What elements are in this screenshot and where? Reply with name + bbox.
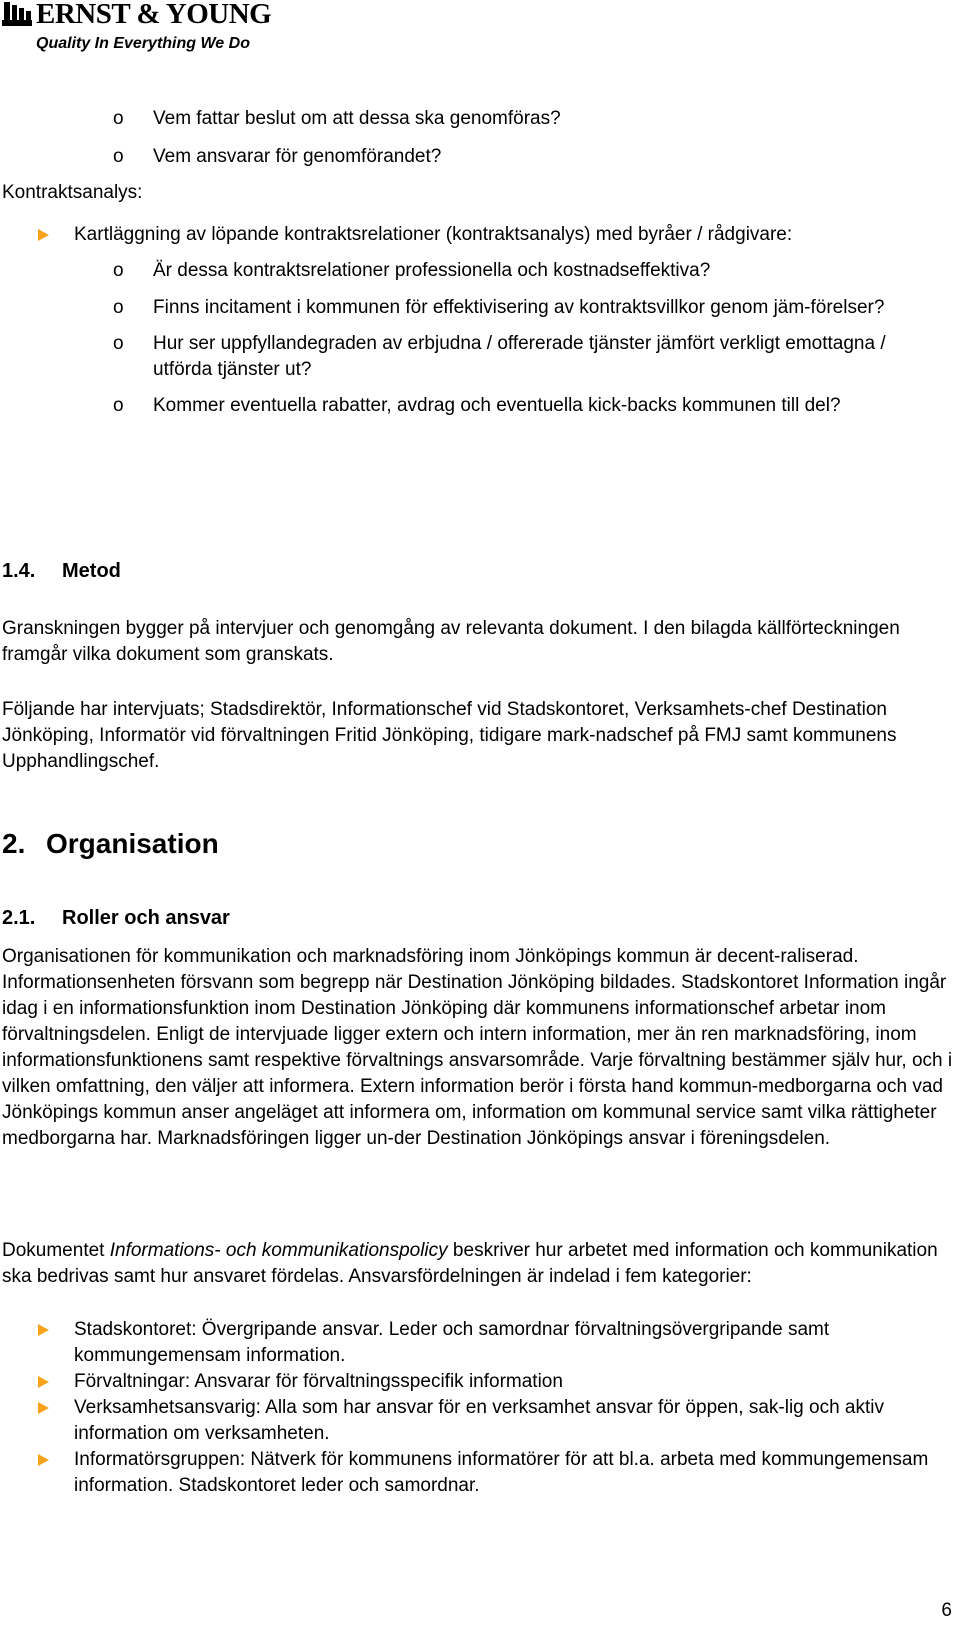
roller-paragraph-2 [2,1238,957,1290]
triangle-bullet-icon [38,1454,49,1466]
list-marker: o [113,108,124,129]
list-marker: o [113,333,124,354]
list-item [0,393,950,419]
roller-paragraph-1: Organisationen för kommunikation och marknadsföring inom Jönköpings kommun är decent-raliserad. Informationsenheten försvann som begrepp när Destination Jönköping bildades. Stadskontoret Information ingår idag i en informationsfunktion inom Destination Jönköping där kommunens informationschef arbetar inom förvaltningsdelen. Enligt de intervjuade ligger extern och intern information, mer än ren marknadsföring, inom informationsfunktionens samt respektive förvaltnings ansvarsområde. Varje förvaltning bestämmer själv hur, och i vilken omfattning, den väljer att informera. Extern information berör i första hand kommun-medborgarna och vad Jönköpings kommun anser angeläget att informera om, information om kommunal service samt vilka rättigheter medborgarna har. Marknadsföringen ligger un-der Destination Jönköpings ansvar i föreningsdelen. [2,946,953,1149]
list-item-text: Vem fattar beslut om att dessa ska genomföras? [153,108,561,129]
top-question-list [0,106,950,170]
kontrakt-bullet-text: Kartläggning av löpande kontraktsrelationer (kontraktsanalys) med byråer / rådgivare: [74,224,793,245]
list-item [0,258,950,284]
section-title: Metod [62,560,121,582]
list-item-text: Är dessa kontraktsrelationer professionella och kostnadseffektiva? [153,260,711,281]
logo-name: ERNST & YOUNG [36,0,272,30]
section-heading-organisation [2,828,219,860]
list-item-text: Informatörsgruppen: Nätverk för kommunens informatörer för att bl.a. arbeta med kommungemensam information. Stadskontoret leder och samordnar. [74,1449,929,1496]
list-item-text: Hur ser uppfyllandegraden av erbjudna / offererade tjänster jämfört verkligt emottagna / utförda tjänster ut? [153,333,886,380]
list-marker: o [113,297,124,318]
triangle-bullet-icon [38,1376,49,1388]
ey-logo-mark-icon [2,2,32,26]
page-number: 6 [941,1600,952,1621]
list-item [0,106,950,144]
metod-paragraph-2: Följande har intervjuats; Stadsdirektör, Informationschef vid Stadskontoret, Verksamhets-chef Destination Jönköping, Informatör vid förvaltningen Fritid Jönköping, tidigare mark-nadschef på FMJ samt kommunens Upphandlingschef. [2,699,897,772]
list-item-text: Vem ansvarar för genomförandet? [153,146,442,167]
responsibility-list [0,1317,950,1499]
triangle-bullet-icon [38,1324,49,1336]
section-number: 2.1. [2,907,36,929]
company-logo [2,0,272,56]
section-title: Roller och ansvar [62,907,230,929]
list-item [0,1317,950,1369]
section-number: 1.4. [2,560,36,582]
section-heading-roller [2,905,230,931]
list-item [0,1369,950,1395]
list-item-text: Finns incitament i kommunen för effektivisering av kontraktsvillkor genom jäm-förelser? [153,297,885,318]
list-marker: o [113,146,124,167]
list-item-text: Stadskontoret: Övergripande ansvar. Leder och samordnar förvaltningsövergripande samt kommungemensam information. [74,1319,830,1366]
triangle-bullet-icon [38,229,49,241]
triangle-bullet-icon [38,1402,49,1414]
list-item [0,144,950,170]
list-item [0,295,950,321]
logo-tagline: Quality In Everything We Do [36,35,250,52]
list-item [0,1395,950,1447]
list-marker: o [113,260,124,281]
metod-paragraph-1: Granskningen bygger på intervjuer och genomgång av relevanta dokument. I den bilagda källförteckningen framgår vilka dokument som granskats. [2,618,900,665]
list-item [0,1447,950,1499]
section-number: 2. [2,828,26,859]
list-item-text: Verksamhetsansvarig: Alla som har ansvar för en verksamhet ansvar för öppen, sak-lig och aktiv information om verksamheten. [74,1397,884,1444]
list-item-text: Kommer eventuella rabatter, avdrag och eventuella kick-backs kommunen till del? [153,395,841,416]
section-title: Organisation [46,828,219,859]
section-heading-metod [2,558,121,584]
policy-description: beskriver hur arbetet med information och kommunikation ska bedrivas samt hur ansvaret fördelas. Ansvarsfördelningen är indelad i fem kategorier: [2,1240,938,1287]
policy-intro: Dokumentet [2,1240,110,1261]
list-item [0,331,950,383]
list-marker: o [113,395,124,416]
kontrakt-question-list [0,258,950,419]
kontraktsanalys-heading: Kontraktsanalys: [2,182,143,203]
list-item-text: Förvaltningar: Ansvarar för förvaltningsspecifik information [74,1371,563,1392]
policy-title: Informations- och kommunikationspolicy [109,1240,448,1261]
